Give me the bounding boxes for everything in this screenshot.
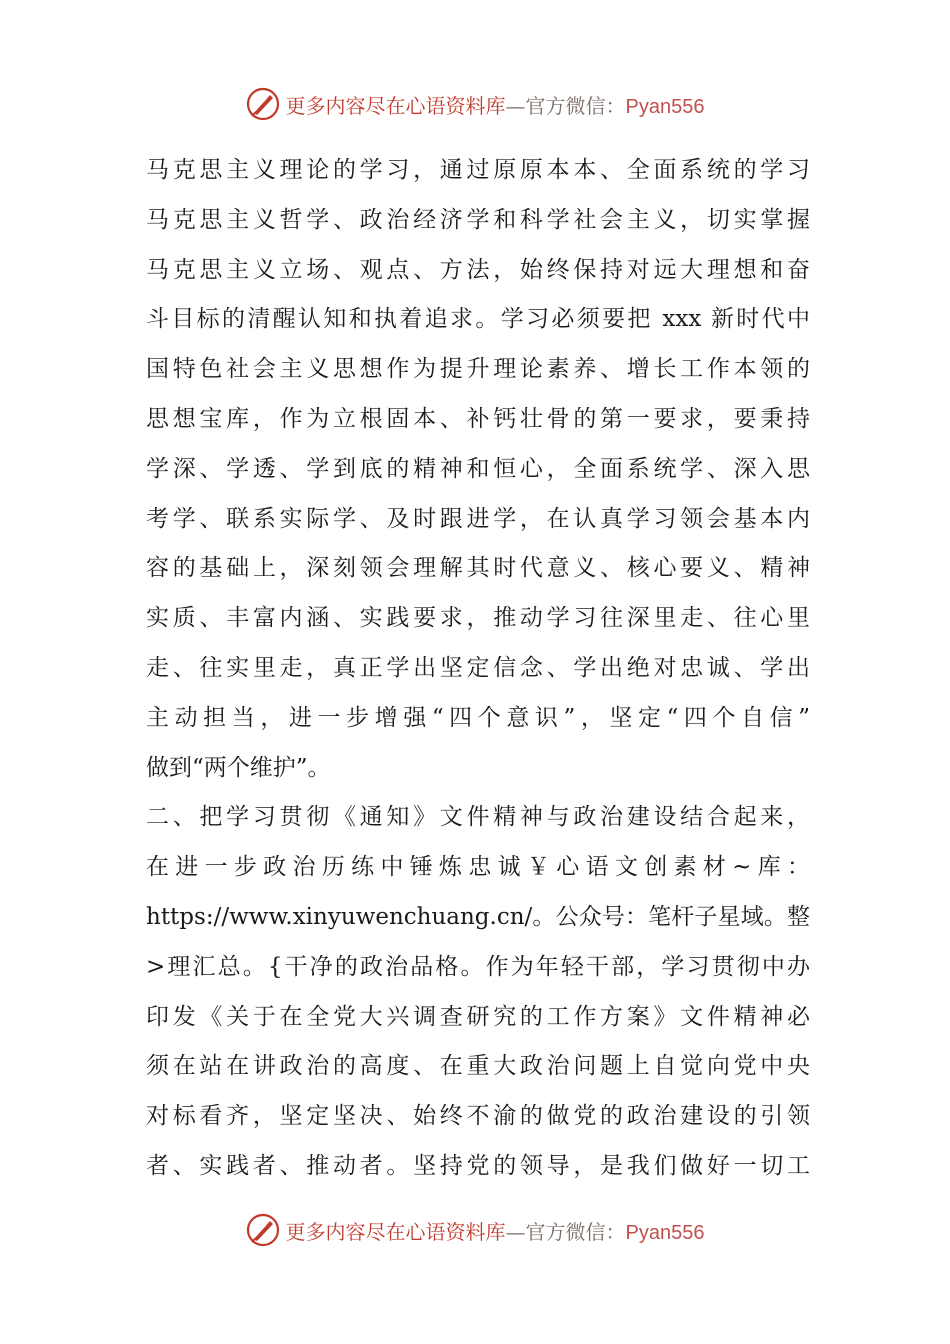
banner-wechat-id: Pyan556	[625, 95, 705, 118]
body-line: 实质、丰富内涵、实践要求，推动学习往深里走、往心里	[146, 605, 810, 632]
banner-label: 官方微信：	[525, 93, 626, 118]
banner-label: 官方微信：	[525, 1219, 626, 1244]
body-line: >理汇总。{干净的政治品格。作为年轻干部，学习贯彻中办	[146, 953, 810, 980]
banner-text	[286, 90, 705, 119]
document-body	[146, 146, 810, 1192]
quill-logo-icon	[246, 87, 280, 121]
body-line: 主动担当，进一步增强“四个意识”，坚定“四个自信”	[146, 704, 810, 731]
footer-banner	[0, 1210, 950, 1250]
banner-dash: —	[505, 1219, 526, 1244]
body-line: 学深、学透、学到底的精神和恒心，全面系统学、深入思	[146, 455, 810, 482]
section-heading: 二、把学习贯彻《通知》文件精神与政治建设结合起来，	[146, 804, 810, 831]
body-line: 须在站在讲政治的高度、在重大政治问题上自觉向党中央	[146, 1053, 810, 1080]
banner-wechat-id: Pyan556	[625, 1221, 705, 1244]
body-line: 走、往实里走，真正学出坚定信念、学出绝对忠诚、学出	[146, 654, 810, 681]
body-line: 马克思主义立场、观点、方法，始终保持对远大理想和奋	[146, 256, 810, 283]
body-line: 做到“两个维护”。	[146, 754, 331, 781]
body-line-url: https://www.xinyuwenchuang.cn/。公众号：笔杆子星域。整	[146, 903, 810, 930]
body-line: 考学、联系实际学、及时跟进学，在认真学习领会基本内	[146, 505, 810, 532]
body-line: 者、实践者、推动者。坚持党的领导，是我们做好一切工	[146, 1152, 810, 1179]
body-line: 印发《关于在全党大兴调查研究的工作方案》文件精神必	[146, 1003, 810, 1030]
banner-prefix: 更多内容尽在心语资料库	[285, 1219, 506, 1244]
body-line: 容的基础上，深刻领会理解其时代意义、核心要义、精神	[146, 555, 810, 582]
body-line: 国特色社会主义思想作为提升理论素养、增长工作本领的	[146, 356, 810, 383]
body-line: 思想宝库，作为立根固本、补钙壮骨的第一要求，要秉持	[146, 405, 810, 432]
banner-dash: —	[505, 93, 526, 118]
header-banner	[0, 84, 950, 124]
body-line: 马克思主义哲学、政治经济学和科学社会主义，切实掌握	[146, 206, 810, 233]
body-line: 马克思主义理论的学习，通过原原本本、全面系统的学习	[146, 157, 810, 183]
quill-logo-icon	[246, 1213, 280, 1247]
body-line: 在进一步政治历练中锤炼忠诚￥心语文创素材~库：	[146, 854, 810, 881]
banner-text	[286, 1216, 705, 1245]
body-line: 斗目标的清醒认知和执着追求。学习必须要把 xxx 新时代中	[146, 306, 810, 333]
banner-prefix: 更多内容尽在心语资料库	[285, 93, 506, 118]
body-line: 对标看齐，坚定坚决、始终不渝的做党的政治建设的引领	[146, 1103, 810, 1130]
